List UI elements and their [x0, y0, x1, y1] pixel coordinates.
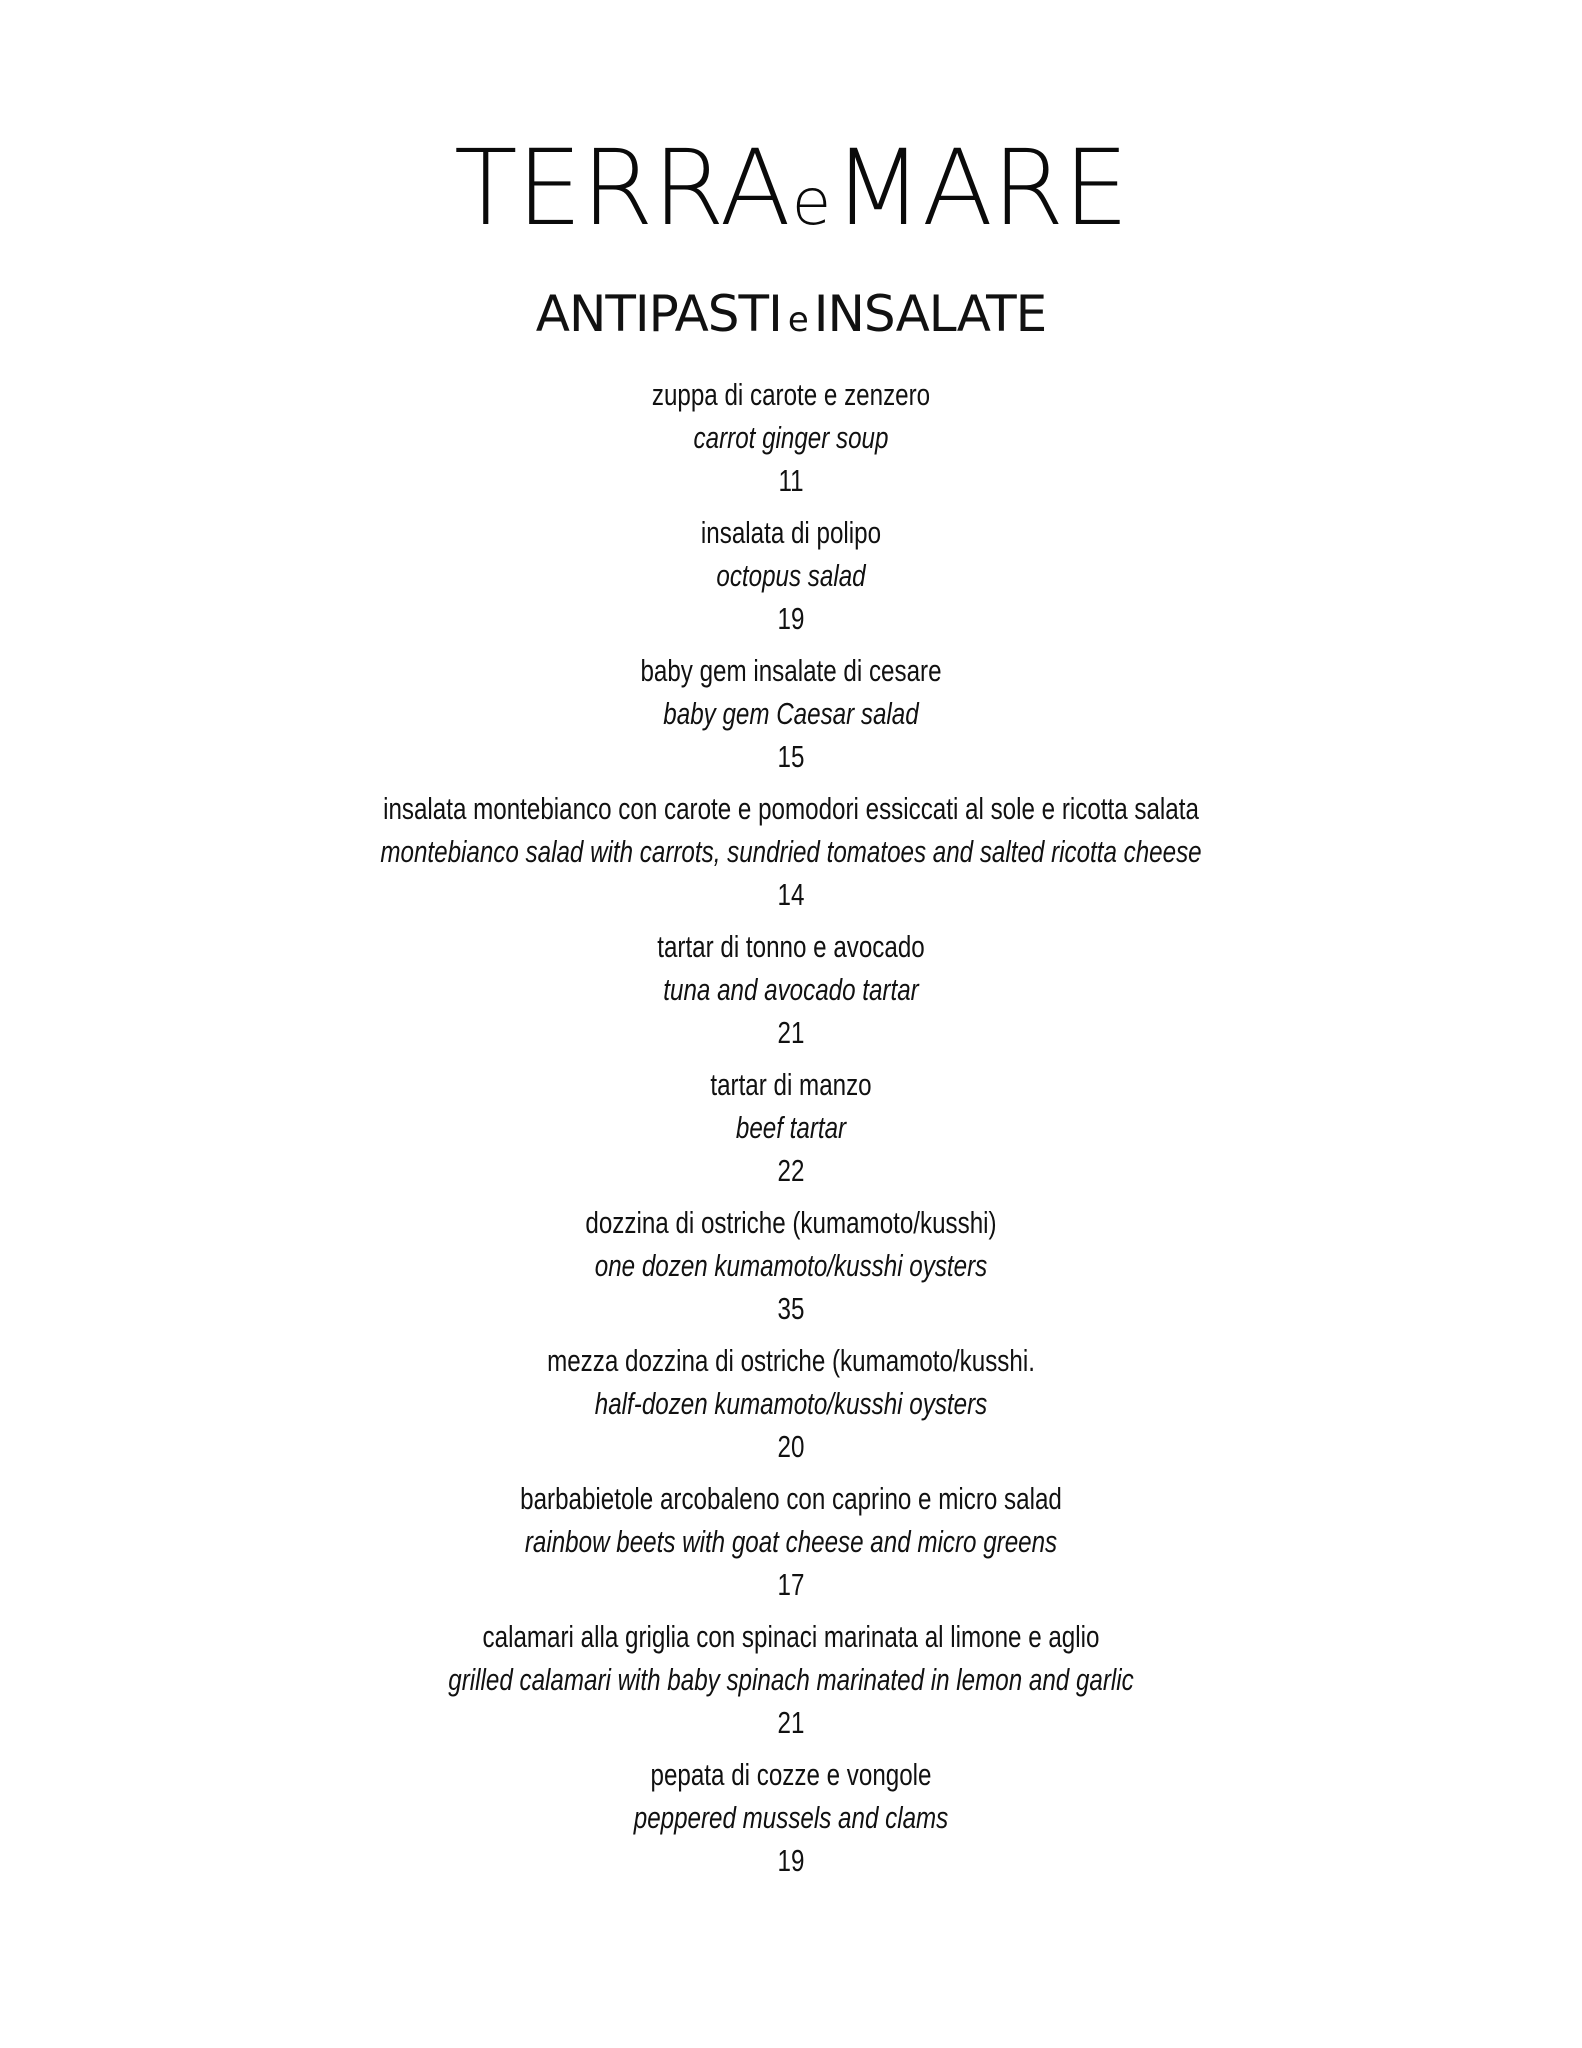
item-price: 20 — [777, 1429, 805, 1464]
item-name: insalata di polipo — [700, 515, 882, 550]
item-price: 19 — [777, 1843, 805, 1878]
item-name: tartar di manzo — [710, 1067, 872, 1102]
menu-item — [0, 1201, 1582, 1339]
item-price: 21 — [777, 1015, 805, 1050]
item-translation: half-dozen kumamoto/kusshi oysters — [594, 1386, 988, 1421]
menu-item — [0, 373, 1582, 511]
item-name: barbabietole arcobaleno con caprino e micro salad — [520, 1481, 1062, 1516]
item-name: mezza dozzina di ostriche (kumamoto/kusshi. — [547, 1343, 1035, 1378]
menu-item — [0, 1753, 1582, 1891]
section-title-insalate: INSALATE — [813, 285, 1047, 343]
menu-item — [0, 1339, 1582, 1477]
menu-list — [0, 373, 1582, 1891]
menu-item — [0, 925, 1582, 1063]
item-price: 11 — [778, 463, 804, 498]
logo-mare: MARE — [833, 127, 1128, 249]
item-price: 19 — [777, 601, 805, 636]
restaurant-logo — [0, 128, 1582, 263]
item-translation: grilled calamari with baby spinach marinated in lemon and garlic — [448, 1662, 1134, 1697]
item-name: calamari alla griglia con spinaci marinata al limone e aglio — [482, 1619, 1100, 1654]
item-price: 22 — [777, 1153, 805, 1188]
menu-item — [0, 1063, 1582, 1201]
item-translation: rainbow beets with goat cheese and micro greens — [524, 1524, 1058, 1559]
menu-item — [0, 649, 1582, 787]
section-title — [0, 282, 1582, 352]
menu-item — [0, 1477, 1582, 1615]
item-translation: octopus salad — [716, 558, 866, 593]
item-price: 21 — [777, 1705, 805, 1740]
section-title-conjunction: e — [787, 300, 808, 340]
menu-item — [0, 787, 1582, 925]
item-translation: tuna and avocado tartar — [663, 972, 919, 1007]
item-name: baby gem insalate di cesare — [640, 653, 942, 688]
item-name: insalata montebianco con carote e pomodori essiccati al sole e ricotta salata — [383, 791, 1199, 826]
item-translation: one dozen kumamoto/kusshi oysters — [594, 1248, 988, 1283]
menu-item — [0, 1615, 1582, 1753]
menu-item — [0, 511, 1582, 649]
item-translation: beef tartar — [735, 1110, 847, 1145]
section-title-antipasti: ANTIPASTI — [535, 285, 782, 343]
item-translation: peppered mussels and clams — [633, 1800, 949, 1835]
item-translation: carrot ginger soup — [693, 420, 889, 455]
item-name: tartar di tonno e avocado — [657, 929, 925, 964]
item-name: pepata di cozze e vongole — [650, 1757, 932, 1792]
item-name: zuppa di carote e zenzero — [651, 377, 931, 412]
item-price: 35 — [777, 1291, 805, 1326]
item-price: 17 — [777, 1567, 805, 1602]
logo-conjunction: e — [791, 166, 832, 240]
item-translation: montebianco salad with carrots, sundried tomatoes and salted ricotta cheese — [380, 834, 1202, 869]
item-translation: baby gem Caesar salad — [663, 696, 919, 731]
item-price: 14 — [777, 877, 805, 912]
item-price: 15 — [777, 739, 805, 774]
item-name: dozzina di ostriche (kumamoto/kusshi) — [585, 1205, 997, 1240]
logo-terra: TERRA — [454, 127, 790, 249]
